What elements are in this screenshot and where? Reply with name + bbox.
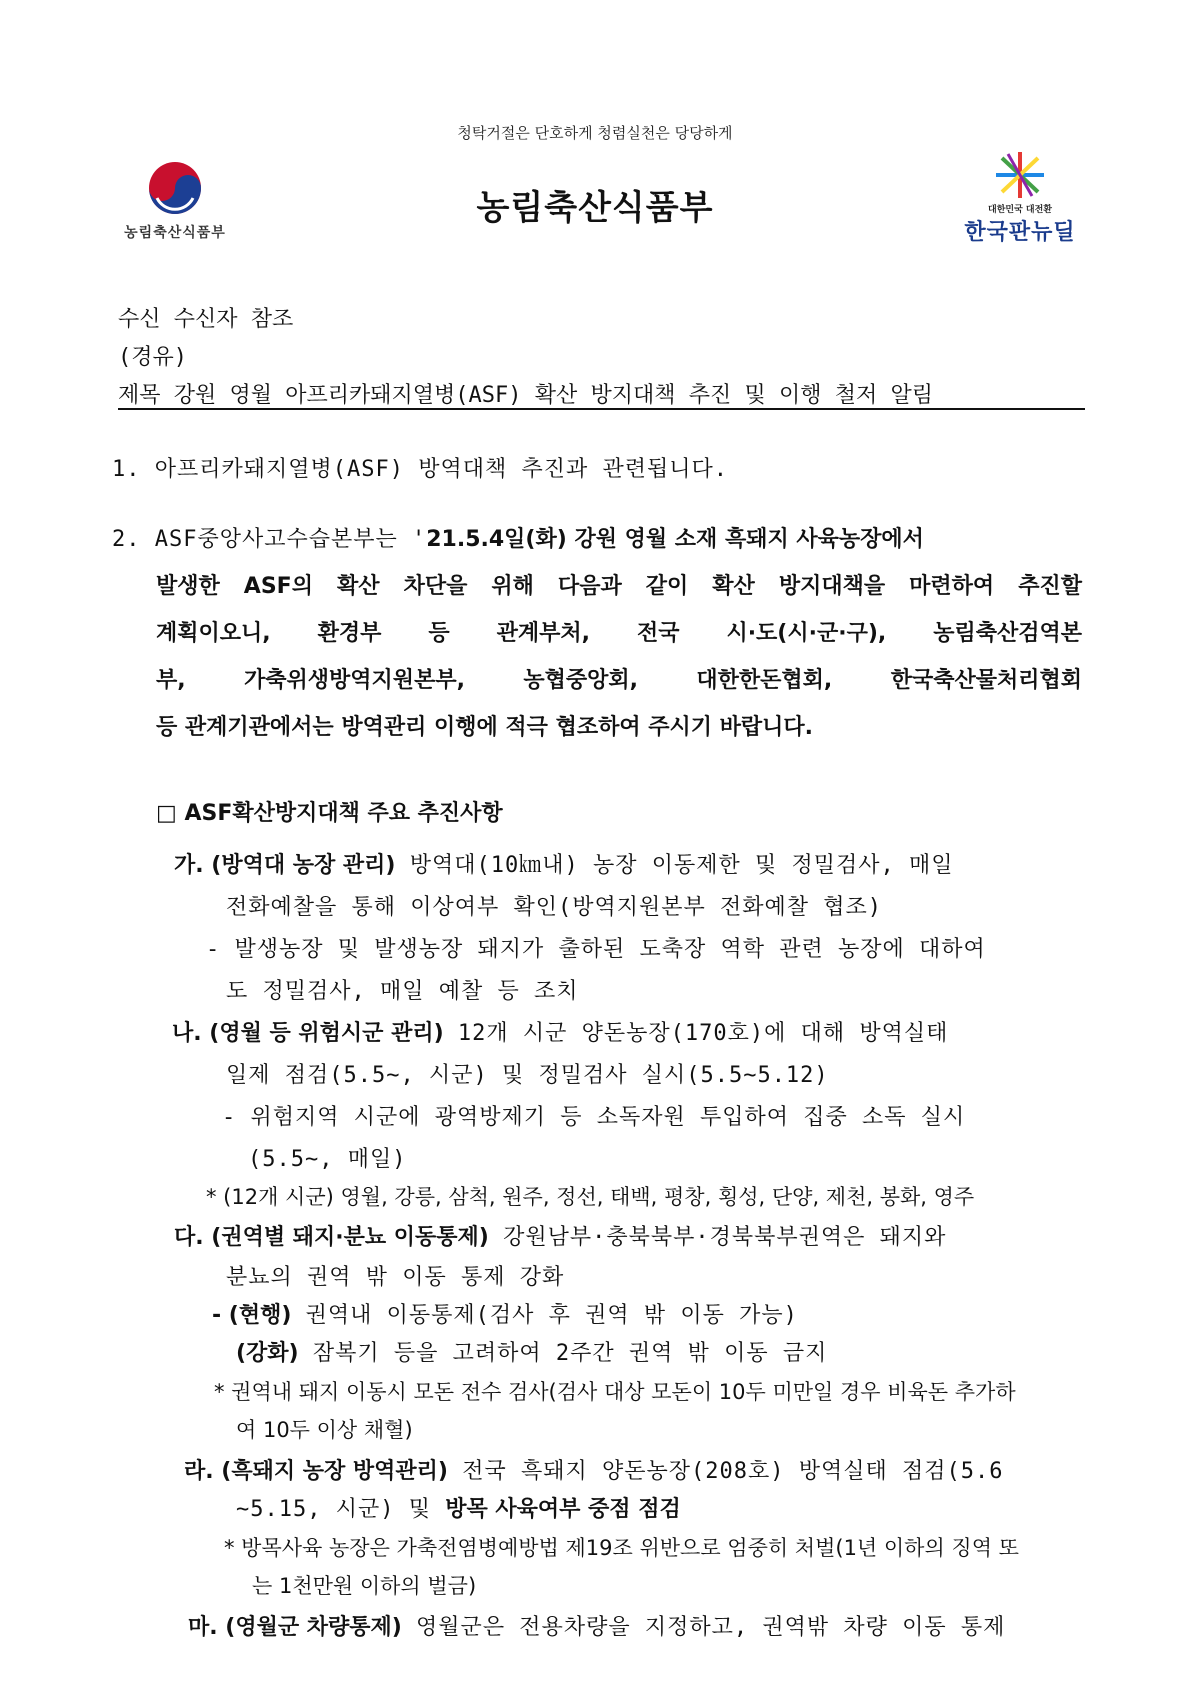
recipient-line: 수신 수신자 참조: [118, 307, 294, 332]
paragraph-2-bold: 21.5.4일(화) 강원 영월 소재 흑돼지 사육농장에서: [426, 527, 924, 552]
item-ma-line-1: [188, 1610, 1005, 1641]
slogan: 청탁거절은 단호하게 청렴실천은 당당하게: [457, 124, 733, 142]
item-ra-note-1: * 방목사육 농장은 가축전염병예방법 제19조 위반으로 엄중히 처벌(1년 이하의 징역 또: [224, 1536, 1019, 1560]
item-da-line-3: [212, 1298, 798, 1329]
item-ra-text-2: ~5.15, 시군) 및: [236, 1497, 446, 1522]
item-da-text: 강원남부·충북북부·경북북부권역은 돼지와: [488, 1225, 947, 1250]
item-da-note-2: 여 10두 이상 채혈): [236, 1418, 413, 1442]
paragraph-2-line-1: [112, 522, 1082, 553]
item-ra-note-2: 는 1천만원 이하의 벌금): [252, 1574, 477, 1598]
via-line: (경유): [118, 345, 187, 370]
item-na-heading: 나. (영월 등 위험시군 관리): [172, 1021, 444, 1046]
item-ga-line-3: - 발생농장 및 발생농장 돼지가 출하된 도축장 역학 관련 농장에 대하여: [206, 937, 986, 962]
item-na-note: * (12개 시군) 영월, 강릉, 삼척, 원주, 정선, 태백, 평창, 횡성, 단양, 제천, 봉화, 영주: [206, 1185, 975, 1209]
item-na-line-3: - 위험지역 시군에 광역방제기 등 소독자원 투입하여 집중 소독 실시: [222, 1105, 966, 1130]
item-da-current-text: 권역내 이동통제(검사 후 권역 밖 이동 가능): [291, 1303, 798, 1328]
item-na-line-2: 일제 점검(5.5~, 시군) 및 정밀검사 실시(5.5~5.12): [226, 1063, 829, 1088]
item-da-current-label: - (현행): [212, 1303, 292, 1328]
item-na-line-4: (5.5~, 매일): [248, 1147, 407, 1172]
ministry-title: 농림축산식품부: [476, 188, 714, 228]
item-da-line-2: 분뇨의 권역 밖 이동 통제 강화: [226, 1265, 565, 1290]
new-deal-star-icon: [992, 150, 1048, 200]
item-na-line-1: [172, 1016, 948, 1047]
item-ra-bold-2: 방목 사육여부 중점 점검: [445, 1497, 681, 1522]
item-ra-line-2: [236, 1492, 681, 1523]
item-ga-line-1: [174, 848, 953, 879]
item-da-heading: 다. (권역별 돼지·분뇨 이동통제): [174, 1225, 489, 1250]
section-title: □ ASF확산방지대책 주요 추진사항: [156, 801, 503, 826]
item-ga-text: 방역대(10㎞내) 농장 이동제한 및 정밀검사, 매일: [395, 853, 954, 878]
item-ga-line-4: 도 정밀검사, 매일 예찰 등 조치: [226, 979, 579, 1004]
item-da-strengthened-label: (강화): [236, 1341, 299, 1366]
new-deal-logo: [960, 150, 1080, 246]
item-ga-heading: 가. (방역대 농장 관리): [174, 853, 396, 878]
item-ma-text: 영월군은 전용차량을 지정하고, 권역밖 차량 이동 통제: [401, 1615, 1006, 1640]
new-deal-subtitle: 대한민국 대전환: [988, 205, 1052, 215]
item-da-line-1: [174, 1220, 946, 1251]
item-ma-heading: 마. (영월군 차량통제): [188, 1615, 402, 1640]
item-ra-text: 전국 흑돼지 양돈농장(208호) 방역실태 점검(5.6: [447, 1459, 1004, 1484]
paragraph-1: 1. 아프리카돼지열병(ASF) 방역대책 추진과 관련됩니다.: [112, 457, 728, 482]
item-na-text: 12개 시군 양돈농장(170호)에 대해 방역실태: [443, 1021, 949, 1046]
item-ra-heading: 라. (흑돼지 농장 방역관리): [184, 1459, 448, 1484]
subject-line: 제목 강원 영월 아프리카돼지열병(ASF) 확산 방지대책 추진 및 이행 철저 알림: [118, 383, 933, 408]
ministry-logo-text: 농림축산식품부: [124, 225, 226, 241]
paragraph-2-lead: 2. ASF중앙사고수습본부는 ': [112, 527, 427, 552]
paragraph-2-line-5: 등 관계기관에서는 방역관리 이행에 적극 협조하여 주시기 바랍니다.: [156, 715, 814, 740]
item-da-line-4: [236, 1336, 827, 1367]
item-ga-line-2: 전화예찰을 통해 이상여부 확인(방역지원본부 전화예찰 협조): [226, 895, 883, 920]
paragraph-2-line-4: 부, 가축위생방역지원본부, 농협중앙회, 대한한돈협회, 한국축산물처리협회: [156, 668, 1082, 693]
item-da-strengthened-text: 잠복기 등을 고려하여 2주간 권역 밖 이동 금지: [298, 1341, 828, 1366]
paragraph-2-line-2: 발생한 ASF의 확산 차단을 위해 다음과 같이 확산 방지대책을 마련하여 추진할: [156, 574, 1082, 599]
item-ra-line-1: [184, 1454, 1003, 1485]
paragraph-2-line-3: 계획이오니, 환경부 등 관계부처, 전국 시·도(시·군·구), 농림축산검역본: [156, 621, 1082, 646]
subject-divider: [118, 408, 1085, 410]
new-deal-title: 한국판뉴딜: [964, 220, 1076, 245]
item-da-note-1: * 권역내 돼지 이동시 모돈 전수 검사(검사 대상 모돈이 10두 미만일 경우 비육돈 추가하: [214, 1380, 1016, 1404]
